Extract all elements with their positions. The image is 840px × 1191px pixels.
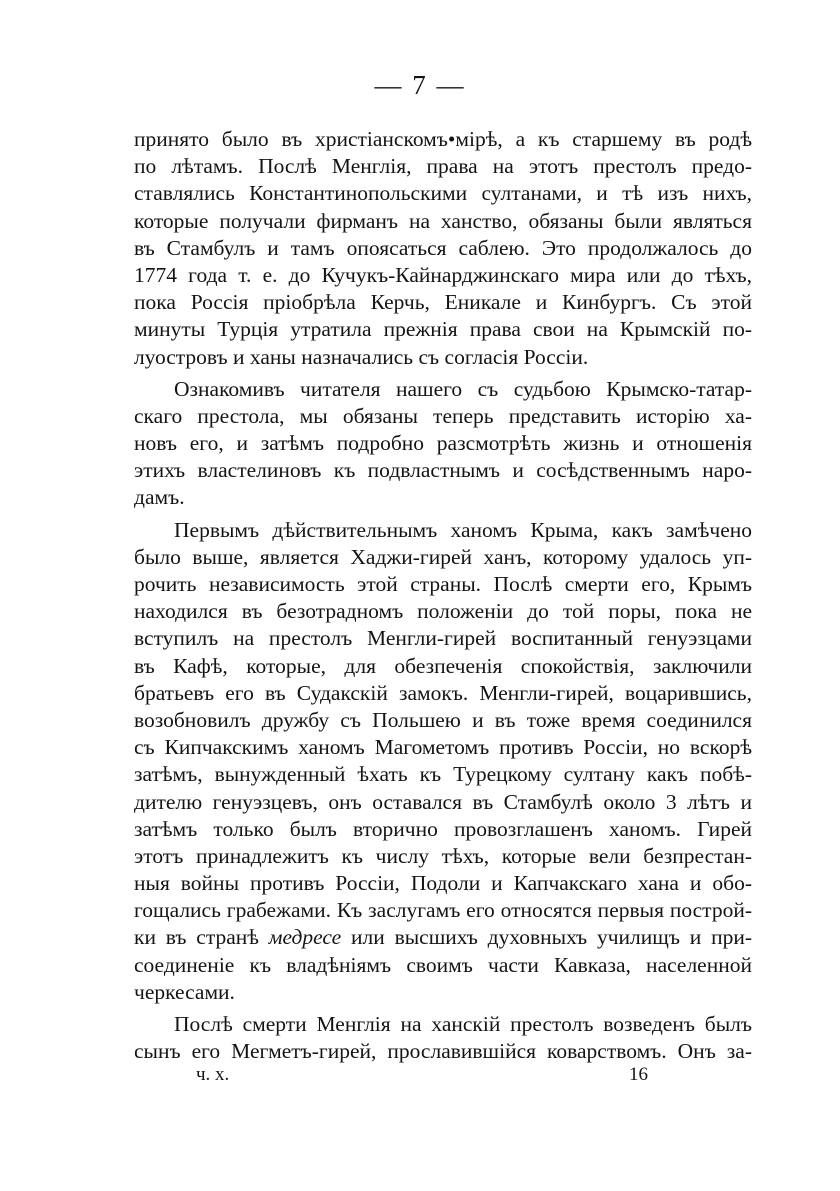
page-number-header: — 7 — xyxy=(374,70,466,100)
text-line: въ Стамбулъ и тамъ опоясаться саблею. Это продолжалось до xyxy=(134,235,752,260)
body-text xyxy=(134,126,752,1065)
text-line: находился въ безотрадномъ положеніи до той поры, пока не xyxy=(134,599,752,624)
paragraph-2 xyxy=(134,376,752,512)
text-line: ставлялись Константинопольскими султанами, и тѣ изъ нихъ, xyxy=(134,181,752,206)
text-line: съ Кипчакскимъ ханомъ Магометомъ противъ Россіи, но вскорѣ xyxy=(134,735,752,760)
text-line: рочить независимость этой страны. Послѣ смерти его, Крымъ xyxy=(134,572,752,596)
text-line: черкесами. xyxy=(134,979,235,1004)
text-line: луостровъ и ханы назначались съ согласія Россіи. xyxy=(134,344,589,369)
text-line: ныя войны противъ Россіи, Подоли и Капчакскаго хана и обо- xyxy=(134,871,752,896)
signature-mark: ч. х. xyxy=(196,1064,230,1085)
text-line: минуты Турція утратила прежнія права свои на Крымскій по- xyxy=(134,317,752,342)
text-line: Ознакомивъ читателя нашего съ судьбою Крымско-татар- xyxy=(174,376,752,401)
text-line: пока Россія пріобрѣла Керчь, Еникале и Кинбургъ. Съ этой xyxy=(134,290,752,315)
text-line: этихъ властелиновъ къ подвластнымъ и сосѣдственнымъ наро- xyxy=(134,458,752,483)
text-line: новъ его, и затѣмъ подробно разсмотрѣть жизнь и отношенія xyxy=(134,431,752,456)
text-line: въ Кафѣ, которые, для обезпеченія спокойствія, заключили xyxy=(134,653,752,678)
text-line: затѣмъ, вынужденный ѣхать къ Турецкому султану какъ побѣ- xyxy=(134,762,752,787)
text-line: Послѣ смерти Менглія на ханскій престолъ возведенъ былъ xyxy=(174,1012,752,1036)
text-line: сынъ его Мегметъ-гирей, прославившійся коварствомъ. Онъ за- xyxy=(134,1039,752,1064)
sheet-number: 16 xyxy=(629,1064,648,1085)
text-line: вступилъ на престолъ Менгли-гирей воспитанный генуэзцами xyxy=(134,626,752,651)
italic-term: медресе xyxy=(268,925,342,950)
text-line: Первымъ дѣйствительнымъ ханомъ Крыма, какъ замѣчено xyxy=(174,517,752,542)
text-line: возобновилъ дружбу съ Польшею и въ тоже время соединился xyxy=(134,707,752,732)
text-line-with-italic xyxy=(134,924,752,951)
paragraph-4 xyxy=(134,1011,752,1065)
text-line: дамъ. xyxy=(134,485,185,510)
text-line: было выше, является Хаджи-гирей ханъ, которому удалось уп- xyxy=(134,544,752,569)
text-fragment: или высшихъ духовныхъ училищъ и при- xyxy=(351,925,753,950)
text-line: 1774 года т. е. до Кучукъ-Кайнарджинскаго мира или до тѣхъ, xyxy=(134,262,752,287)
text-line: этотъ принадлежитъ къ числу тѣхъ, которые вели безпрестан- xyxy=(134,843,752,868)
paragraph-1 xyxy=(134,126,752,371)
paragraph-3 xyxy=(134,517,752,1006)
text-line: принято было въ христіанскомъ•мірѣ, а къ старшему въ родѣ xyxy=(134,127,752,151)
text-line: братьевъ его въ Судакскій замокъ. Менгли-гирей, воцарившись, xyxy=(134,680,752,705)
text-line: по лѣтамъ. Послѣ Менглія, права на этотъ престолъ предо- xyxy=(134,154,752,179)
text-line: соединеніе къ владѣніямъ своимъ части Кавказа, населенной xyxy=(134,952,752,977)
text-line: скаго престола, мы обязаны теперь представить исторію ха- xyxy=(134,403,752,428)
text-fragment: ки въ странѣ xyxy=(134,925,259,950)
text-line: дителю генуэзцевъ, онъ оставался въ Стамбулѣ около 3 лѣтъ и xyxy=(134,789,752,814)
text-line: гощались грабежами. Къ заслугамъ его относятся первыя построй- xyxy=(134,898,752,923)
text-line: которые получали фирманъ на ханство, обязаны были являться xyxy=(134,208,752,233)
text-line: затѣмъ только былъ вторично провозглашенъ ханомъ. Гирей xyxy=(134,816,752,841)
